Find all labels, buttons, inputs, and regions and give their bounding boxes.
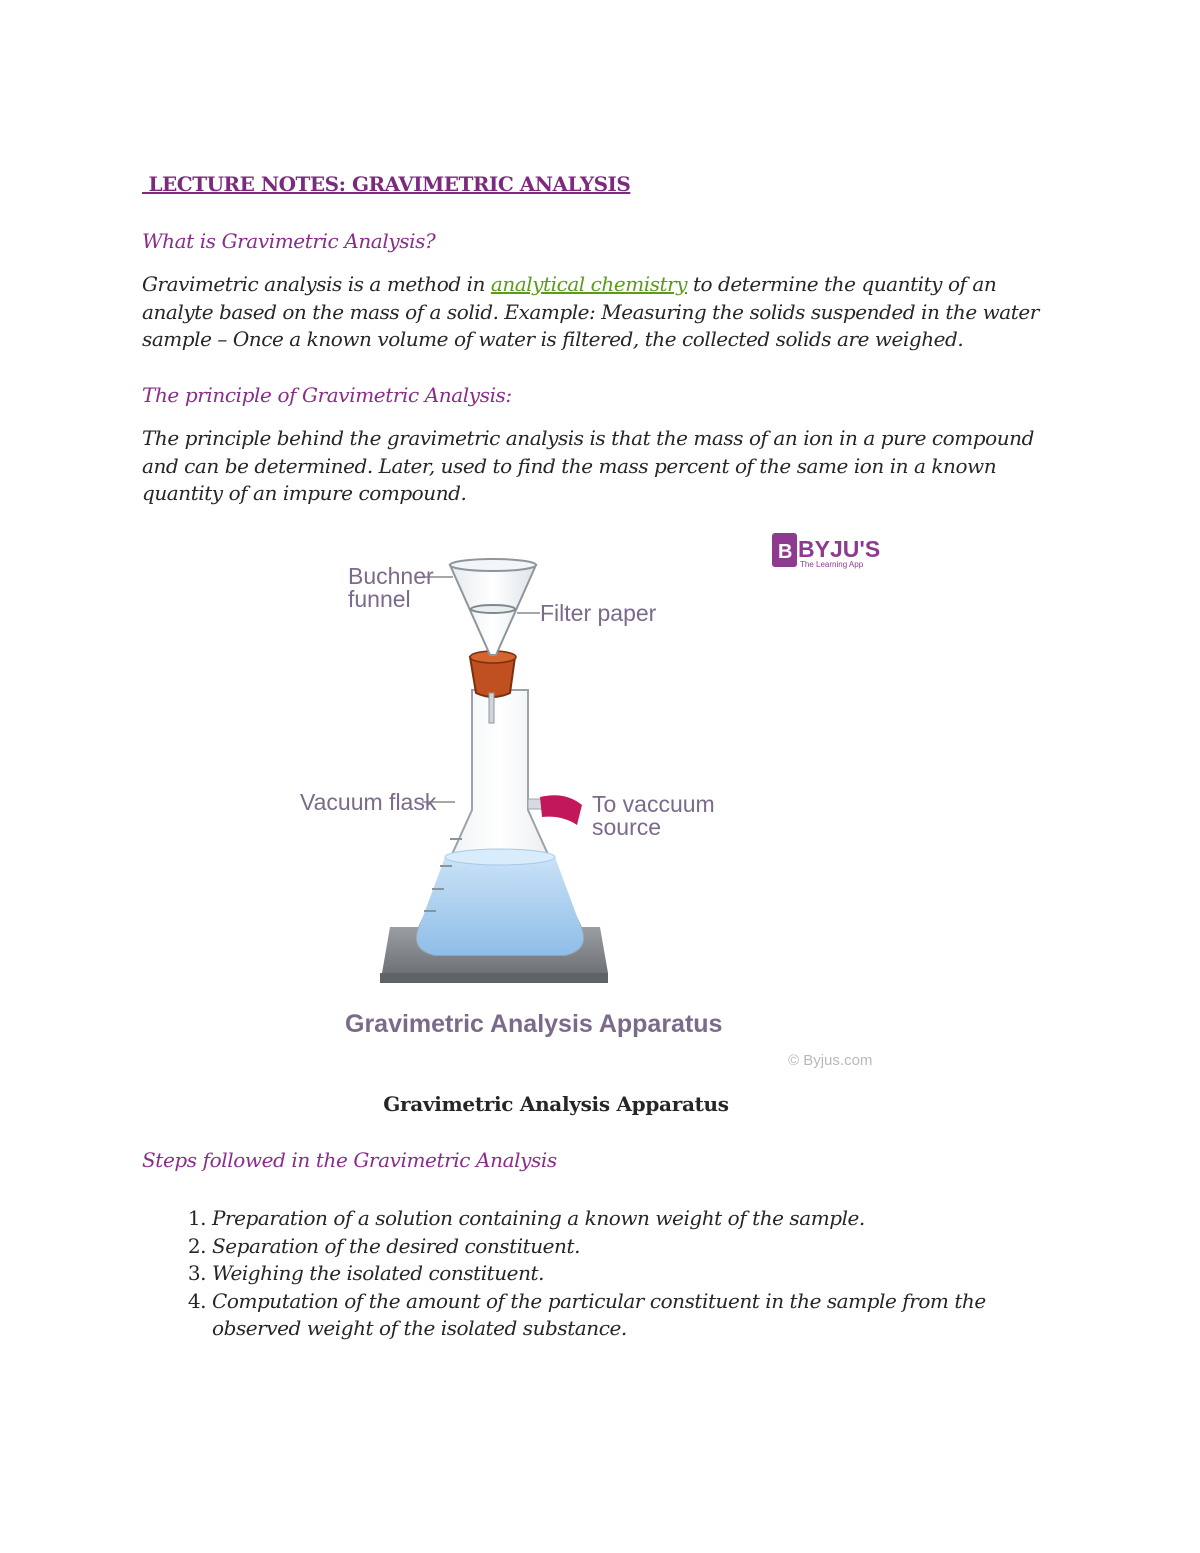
- buchner-funnel-shape: [450, 559, 536, 655]
- paragraph-principle: The principle behind the gravimetric analysis is that the mass of an ion in a pure compound and can be determined. Later, used to find the mass percent of the same ion in a known quantity of an impure compound.: [142, 426, 1034, 505]
- definition-text-start: Gravimetric analysis is a method in: [142, 272, 491, 296]
- section-heading-steps: Steps followed in the Gravimetric Analysis: [142, 1148, 557, 1172]
- svg-text:B: B: [778, 541, 793, 563]
- paragraph-definition: [142, 271, 1042, 354]
- funnel-stem: [489, 693, 494, 723]
- figure-caption: Gravimetric Analysis Apparatus: [383, 1092, 729, 1116]
- vacuum-flask-label: Vacuum flask: [300, 789, 437, 815]
- vacuum-source-label-line2: source: [592, 814, 662, 840]
- byjus-logo-text: BYJU'S: [798, 536, 881, 562]
- list-item: 4. Computation of the amount of the particular constituent in the sample from the observed weight of the isolated substance.: [212, 1288, 1072, 1343]
- rubber-stopper: [470, 651, 516, 697]
- image-title: Gravimetric Analysis Apparatus: [345, 1010, 723, 1038]
- vacuum-flask-shape: [417, 690, 583, 955]
- buchner-label-line1: Buchner: [348, 563, 434, 589]
- filter-paper-label: Filter paper: [540, 600, 657, 626]
- section-heading-what: What is Gravimetric Analysis?: [142, 229, 436, 253]
- byjus-logo-tagline: The Learning App: [800, 560, 864, 569]
- steps-list: [142, 1205, 1072, 1343]
- list-item: 1. Preparation of a solution containing a known weight of the sample.: [212, 1205, 1072, 1233]
- vacuum-source-label-line1: To vaccuum: [592, 791, 715, 817]
- byjus-logo: [772, 533, 880, 569]
- section-heading-principle: The principle of Gravimetric Analysis:: [142, 383, 512, 407]
- byjus-watermark: © Byjus.com: [788, 1052, 873, 1069]
- apparatus-figure: [290, 525, 890, 1084]
- definition-text-end: to determine the quantity of an analyte based on the mass of a solid. Example: Measuring the solids suspended in the water sample – Once a known volume of water is filtered, the collected solids are weighed.: [142, 272, 1039, 351]
- apparatus-diagram: [290, 525, 890, 1080]
- list-item: 2. Separation of the desired constituent.: [212, 1233, 1072, 1261]
- document-title: LECTURE NOTES: GRAVIMETRIC ANALYSIS: [142, 172, 631, 196]
- analytical-chemistry-link[interactable]: analytical chemistry: [490, 272, 688, 296]
- list-item: 3. Weighing the isolated constituent.: [212, 1260, 1072, 1288]
- buchner-label-line2: funnel: [348, 586, 411, 612]
- vacuum-hose: [528, 795, 582, 825]
